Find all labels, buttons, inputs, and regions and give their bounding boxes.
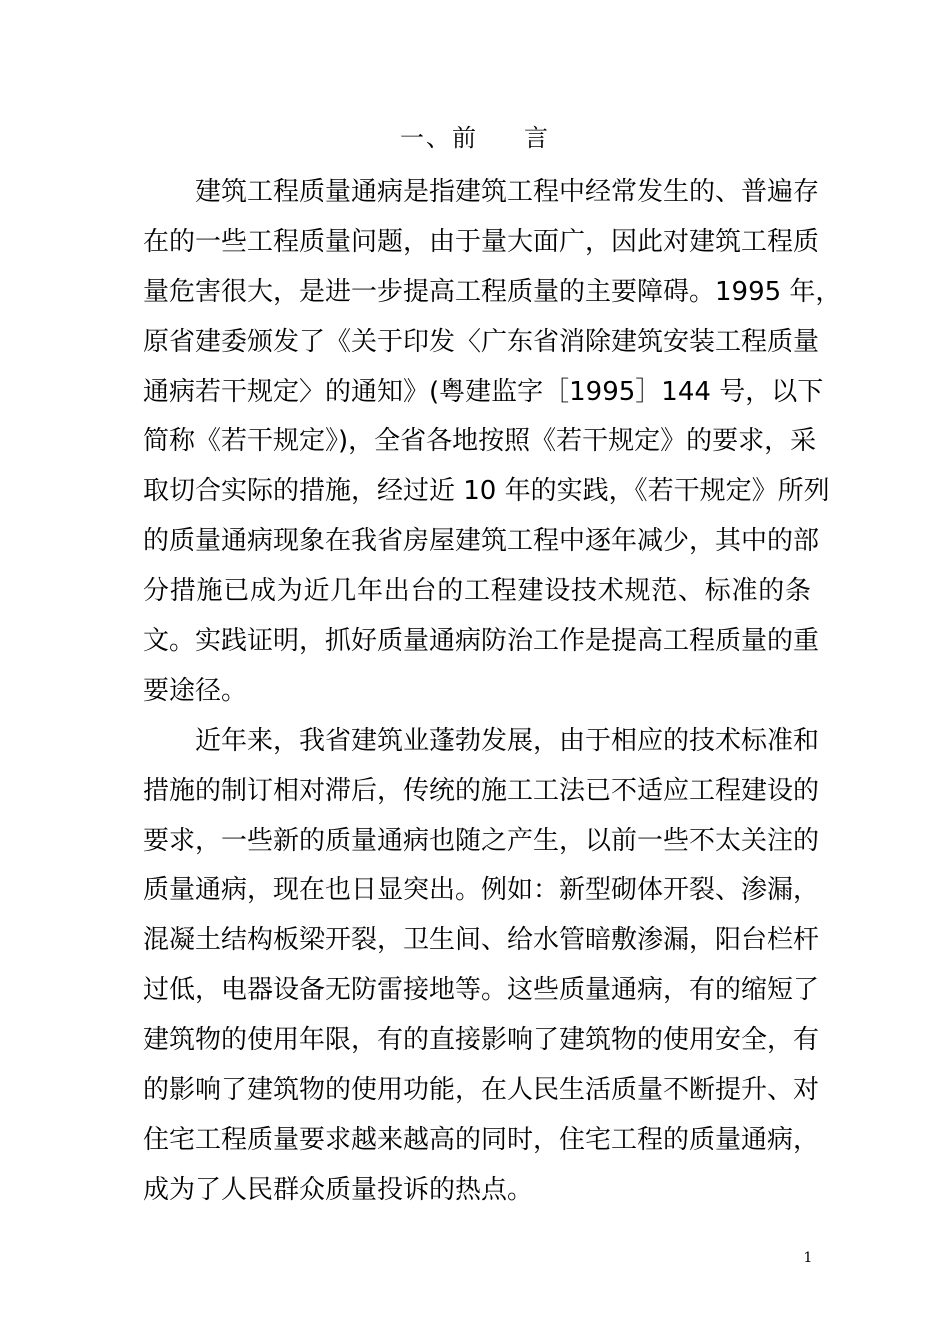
text-line: 分措施已成为近几年出台的工程建设技术规范、标准的条 [143, 576, 811, 607]
text-line: 住宅工程质量要求越来越高的同时，住宅工程的质量通病， [143, 1124, 820, 1155]
text-line: 质量通病，现在也日显突出。例如：新型砌体开裂、渗漏， [143, 875, 820, 906]
paragraph [143, 717, 820, 1216]
text-line: 近年来，我省建筑业蓬勃发展，由于相应的技术标准和 [195, 725, 820, 756]
text-line: 措施的制订相对滞后，传统的施工工法已不适应工程建设的 [143, 775, 820, 806]
text-line: 文。实践证明，抓好质量通病防治工作是提高工程质量的重 [143, 626, 820, 657]
heading-word: 言 [524, 124, 550, 152]
text-line: 的影响了建筑物的使用功能，在人民生活质量不断提升、对 [143, 1075, 820, 1106]
text-line: 混凝土结构板梁开裂，卫生间、给水管暗敷渗漏，阳台栏杆 [143, 925, 820, 956]
text-line: 通病若干规定〉的通知》(粤建监字［1995］144 号，以下 [143, 376, 824, 407]
text-line: 在的一些工程质量问题，由于量大面广，因此对建筑工程质 [143, 226, 820, 257]
text-line: 简称《若干规定》)，全省各地按照《若干规定》的要求，采 [143, 426, 817, 457]
text-line: 取切合实际的措施，经过近 10 年的实践，《若干规定》所列 [143, 476, 830, 507]
text-line: 的质量通病现象在我省房屋建筑工程中逐年减少，其中的部 [143, 526, 820, 557]
text-line: 过低，电器设备无防雷接地等。这些质量通病，有的缩短了 [143, 975, 820, 1006]
text-line: 成为了人民群众质量投诉的热点。 [143, 1174, 534, 1205]
paragraph [143, 168, 842, 717]
text-line: 要求，一些新的质量通病也随之产生，以前一些不太关注的 [143, 825, 820, 856]
section-heading [0, 118, 950, 153]
body-text [143, 168, 842, 1216]
page-number: 1 [803, 1250, 813, 1266]
heading-number: 一、前 [400, 124, 478, 152]
text-line: 建筑物的使用年限，有的直接影响了建筑物的使用安全，有 [143, 1025, 820, 1056]
text-line: 原省建委颁发了《关于印发〈广东省消除建筑安装工程质量 [143, 326, 820, 357]
text-line: 量危害很大，是进一步提高工程质量的主要障碍。1995 年， [143, 276, 842, 307]
text-line: 建筑工程质量通病是指建筑工程中经常发生的、普遍存 [195, 177, 820, 207]
text-line: 要途径。 [143, 675, 248, 706]
